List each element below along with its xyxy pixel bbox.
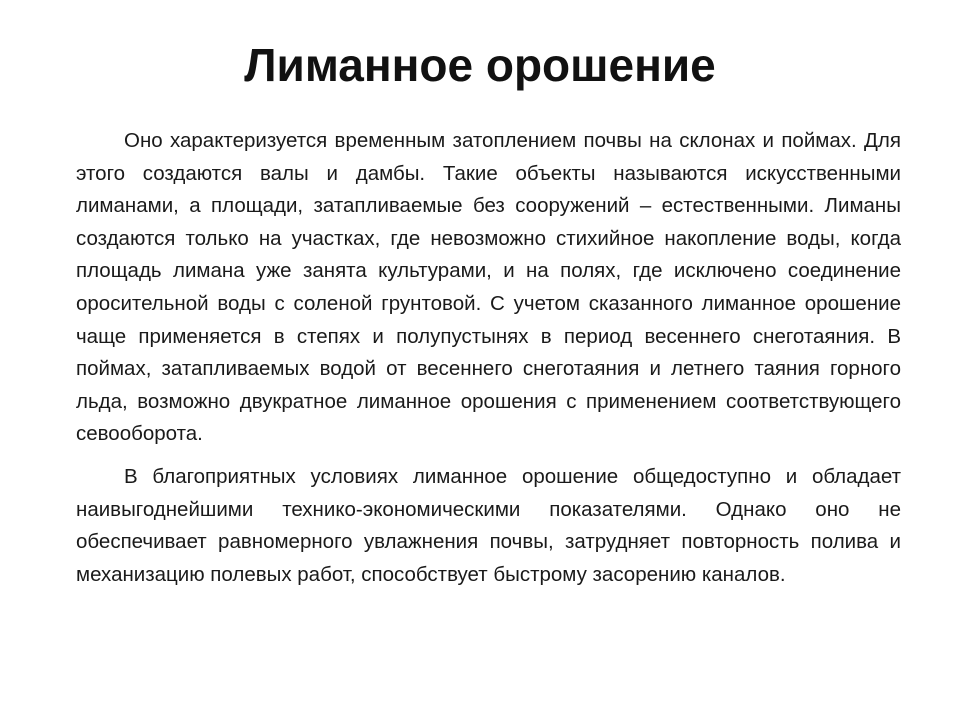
paragraph-2: В благоприятных условиях лиманное орошение общедоступно и обладает наивыгоднейшими технико-экономическими показателями. Однако оно не обеспечивает равномерного увлажнения почвы, затрудняет повторность полива и механизацию полевых работ, способствует быстрому засорению каналов. [76, 464, 901, 586]
slide-title: Лиманное орошение [244, 39, 716, 91]
paragraph-1: Оно характеризуется временным затоплением почвы на склонах и поймах. Для этого создаются валы и дамбы. Такие объекты называются искусственными лиманами, а площади, затапливаемые без сооружений – естественными. Лиманы создаются только на участках, где невозможно стихийное накопление воды, когда площадь лимана уже занята культурами, и на полях, где исключено соединение оросительной воды с соленой грунтовой. С учетом сказанного лиманное орошение чаще применяется в степях и полупустынях в период весеннего снеготаяния. В поймах, затапливаемых водой от весеннего снеготаяния и летнего таяния горного льда, возможно двукратное лиманное орошения с применением соответствующего севооборота. [76, 129, 901, 446]
slide-body [76, 125, 901, 591]
